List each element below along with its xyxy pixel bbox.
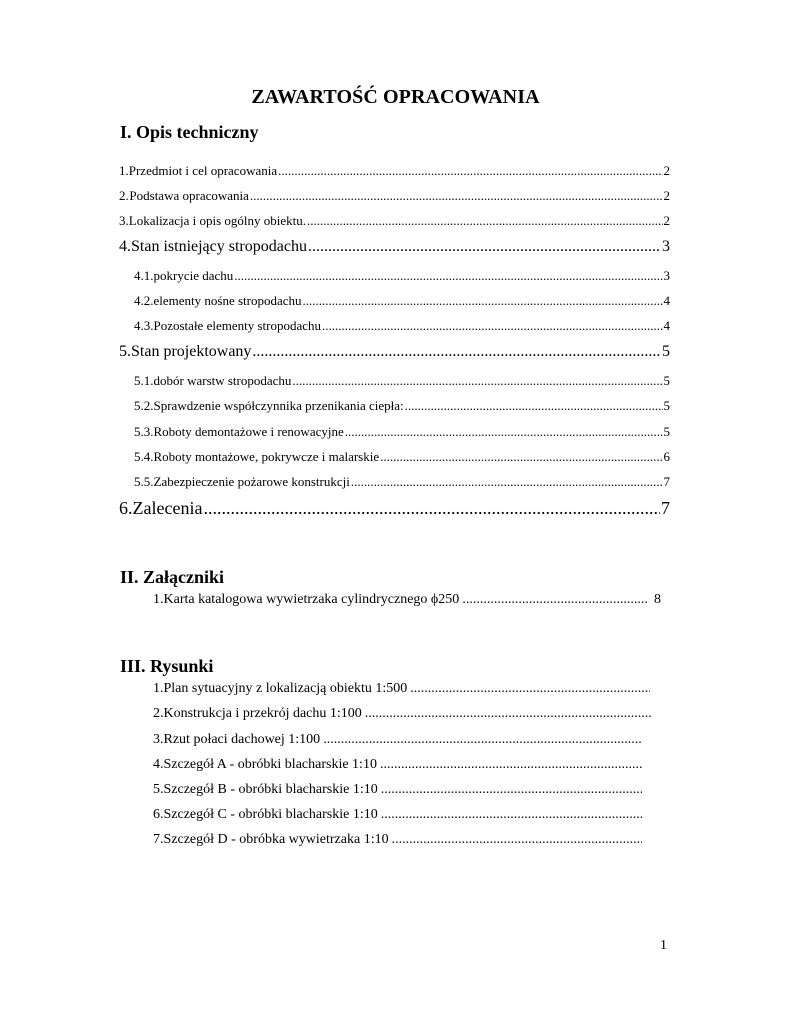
list-entry-label: Karta katalogowa wywietrzaka cylindrycznego ϕ250 bbox=[163, 592, 460, 607]
toc-entry-label: Zalecenia bbox=[132, 498, 203, 518]
toc-entry-number: 5.2. bbox=[134, 398, 154, 413]
toc-entry-label: Przedmiot i cel opracowania bbox=[128, 163, 278, 178]
toc-entry-number: 4.1. bbox=[134, 268, 154, 283]
toc-entry-number: 5.3. bbox=[134, 424, 154, 439]
list-entry-number: 1. bbox=[153, 592, 164, 607]
toc-entry-page: 5 bbox=[663, 373, 670, 388]
dot-leader bbox=[405, 398, 663, 414]
dot-leader bbox=[323, 732, 642, 748]
dot-leader bbox=[381, 782, 642, 798]
toc-entry-page: 7 bbox=[663, 474, 670, 489]
toc-entry-number: 5.4. bbox=[134, 449, 154, 464]
list-entry-number: 3. bbox=[153, 732, 164, 747]
drawing-entry[interactable] bbox=[153, 757, 643, 773]
dot-leader bbox=[308, 238, 661, 256]
drawing-entry[interactable] bbox=[153, 681, 651, 697]
toc-entry-page: 6 bbox=[663, 449, 670, 464]
dot-leader bbox=[351, 474, 663, 490]
toc-entry-page: 4 bbox=[663, 318, 670, 333]
dot-leader bbox=[345, 424, 663, 440]
toc-entry[interactable] bbox=[119, 343, 670, 361]
toc-entry[interactable] bbox=[119, 163, 670, 179]
toc-entry-label: Roboty demontażowe i renowacyjne bbox=[153, 424, 344, 439]
toc-subentry[interactable] bbox=[134, 398, 670, 414]
dot-leader bbox=[380, 449, 662, 465]
toc-subentry[interactable] bbox=[134, 373, 670, 389]
page-number: 1 bbox=[660, 938, 667, 953]
toc-entry-label: Roboty montażowe, pokrywcze i malarskie bbox=[153, 449, 380, 464]
dot-leader bbox=[252, 343, 661, 361]
toc-entry-number: 5.5. bbox=[134, 474, 154, 489]
list-entry-label: Konstrukcja i przekrój dachu 1:100 bbox=[163, 706, 362, 721]
list-entry-label: Szczegół D - obróbka wywietrzaka 1:10 bbox=[163, 832, 389, 847]
toc-subentry[interactable] bbox=[134, 318, 670, 334]
toc-entry-number: 4.2. bbox=[134, 293, 154, 308]
toc-entry-page: 5 bbox=[662, 343, 670, 360]
toc-entry-number: 3. bbox=[119, 213, 129, 228]
list-entry-number: 5. bbox=[153, 782, 164, 797]
drawing-entry[interactable] bbox=[153, 706, 653, 722]
toc-entry-number: 5.1. bbox=[134, 373, 154, 388]
dot-leader bbox=[303, 293, 663, 309]
toc-entry-label: dobór warstw stropodachu bbox=[153, 373, 292, 388]
toc-entry-label: Pozostałe elementy stropodachu bbox=[153, 318, 322, 333]
list-entry-number: 4. bbox=[153, 757, 164, 772]
toc-entry-page: 5 bbox=[663, 398, 670, 413]
toc-entry-label: elementy nośne stropodachu bbox=[153, 293, 302, 308]
list-entry-label: Rzut połaci dachowej 1:100 bbox=[163, 732, 321, 747]
dot-leader bbox=[380, 757, 642, 773]
dot-leader bbox=[322, 318, 662, 334]
dot-leader bbox=[278, 163, 662, 179]
attachment-entry[interactable] bbox=[153, 592, 661, 608]
toc-subentry[interactable] bbox=[134, 268, 670, 284]
dot-leader bbox=[234, 268, 662, 284]
toc-entry-page: 2 bbox=[663, 188, 670, 203]
list-entry-label: Szczegół A - obróbki blacharskie 1:10 bbox=[163, 757, 377, 772]
list-entry-label: Szczegół B - obróbki blacharskie 1:10 bbox=[163, 782, 378, 797]
drawing-entry[interactable] bbox=[153, 832, 643, 848]
toc-entry[interactable] bbox=[119, 238, 670, 256]
toc-subentry[interactable] bbox=[134, 449, 670, 465]
toc-entry-label: Podstawa opracowania bbox=[129, 188, 249, 203]
toc-entry-label: Stan istniejący stropodachu bbox=[131, 238, 307, 255]
list-entry-number: 1. bbox=[153, 681, 164, 696]
toc-entry-page: 4 bbox=[663, 293, 670, 308]
toc-subentry[interactable] bbox=[134, 474, 670, 490]
toc-entry-number: 6. bbox=[119, 498, 133, 518]
list-entry-label: Plan sytuacyjny z lokalizacją obiektu 1:500 bbox=[163, 681, 408, 696]
toc-entry-page: 3 bbox=[663, 268, 670, 283]
toc-subentry[interactable] bbox=[134, 293, 670, 309]
toc-entry-label: Sprawdzenie współczynnika przenikania ciepła: bbox=[153, 398, 404, 413]
toc-entry-page: 2 bbox=[663, 163, 670, 178]
list-entry-number: 7. bbox=[153, 832, 164, 847]
dot-leader bbox=[292, 373, 662, 389]
dot-leader bbox=[462, 592, 649, 608]
list-entry-page: 8 bbox=[654, 592, 661, 607]
drawing-entry[interactable] bbox=[153, 807, 643, 823]
toc-entry-label: Zabezpieczenie pożarowe konstrukcji bbox=[153, 474, 350, 489]
toc-entry[interactable] bbox=[119, 188, 670, 204]
toc-entry-label: Stan projektowany bbox=[131, 343, 252, 360]
toc-entry-number: 2. bbox=[119, 188, 129, 203]
dot-leader bbox=[203, 498, 660, 519]
dot-leader bbox=[365, 706, 652, 722]
dot-leader bbox=[392, 832, 642, 848]
toc-entry-label: pokrycie dachu bbox=[153, 268, 234, 283]
toc-subentry[interactable] bbox=[134, 424, 670, 440]
toc-entry-page: 5 bbox=[663, 424, 670, 439]
toc-entry-page: 3 bbox=[662, 238, 670, 255]
list-entry-number: 2. bbox=[153, 706, 164, 721]
dot-leader bbox=[410, 681, 650, 697]
toc-entry-number: 4.3. bbox=[134, 318, 154, 333]
toc-entry-page: 7 bbox=[661, 498, 670, 518]
list-entry-number: 6. bbox=[153, 807, 164, 822]
dot-leader bbox=[307, 213, 662, 229]
toc-entry-label: Lokalizacja i opis ogólny obiektu. bbox=[128, 213, 307, 228]
toc-entry-number: 1. bbox=[119, 163, 129, 178]
toc-entry-number: 4. bbox=[119, 238, 131, 255]
document-title: ZAWARTOŚĆ OPRACOWANIA bbox=[251, 86, 540, 108]
toc-entry[interactable] bbox=[119, 213, 670, 229]
dot-leader bbox=[250, 188, 663, 204]
drawing-entry[interactable] bbox=[153, 782, 643, 798]
section-heading-opis-techniczny: I. Opis techniczny bbox=[120, 122, 259, 142]
section-heading-rysunki: III. Rysunki bbox=[120, 656, 214, 676]
toc-entry-page: 2 bbox=[663, 213, 670, 228]
list-entry-label: Szczegół C - obróbki blacharskie 1:10 bbox=[163, 807, 378, 822]
section-heading-zalaczniki: II. Załączniki bbox=[120, 567, 225, 587]
toc-entry-number: 5. bbox=[119, 343, 131, 360]
drawing-entry[interactable] bbox=[153, 732, 643, 748]
dot-leader bbox=[381, 807, 642, 823]
toc-entry[interactable] bbox=[119, 498, 670, 519]
